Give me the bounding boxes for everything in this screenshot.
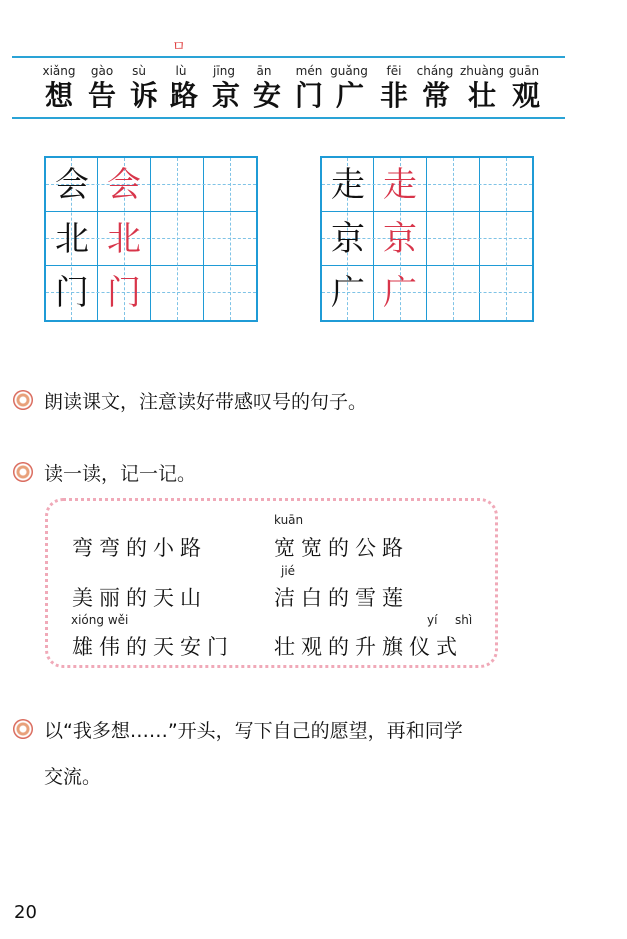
pinyin-4: lù (175, 64, 187, 78)
pinyin-12: guān (508, 64, 540, 78)
exercise-bullet-icon (13, 719, 33, 739)
exercise-bullet-icon (13, 390, 33, 410)
char-2: 告 (87, 79, 117, 112)
phrase-right-2: 洁白的雪莲 (274, 586, 409, 610)
grid1-model-char: 门 (55, 273, 89, 313)
pinyin-10: cháng (416, 64, 454, 78)
exercise-bullet-icon (13, 462, 33, 482)
phrase-left-1: 弯弯的小路 (72, 536, 207, 560)
char-6: 安 (252, 79, 282, 112)
grid1-trace-char: 会 (107, 165, 141, 205)
pinyin-6: ān (256, 64, 272, 78)
char-10: 常 (421, 79, 451, 112)
char-7: 门 (294, 79, 324, 112)
exercise-3-text: 以“我多想……”开头，写下自己的愿望，再和同学 (44, 720, 463, 742)
pinyin-9: fēi (386, 64, 402, 78)
exercise-1-text: 朗读课文，注意读好带感叹号的句子。 (44, 391, 368, 413)
grid1-trace-char: 北 (107, 219, 141, 259)
char-1: 想 (44, 79, 74, 112)
grid1-trace-char: 门 (107, 273, 141, 313)
pinyin-kuan: kuān (274, 513, 304, 527)
char-3: 诉 (129, 79, 159, 112)
grid1-model-char: 北 (55, 219, 89, 259)
writing-grid-1 (44, 156, 258, 322)
grid2-model-char: 广 (331, 273, 365, 313)
header-top-rule (12, 56, 565, 58)
pinyin-shi: shì (455, 613, 473, 627)
phrase-left-2: 美丽的天山 (72, 586, 207, 610)
grid2-trace-char: 京 (383, 219, 417, 259)
char-12: 观 (511, 79, 541, 112)
pinyin-7: mén (295, 64, 323, 78)
header-char-row (12, 79, 565, 113)
char-8: 广 (335, 79, 365, 112)
top-mark: ㅁ (172, 39, 186, 55)
phrase-right-1: 宽宽的公路 (274, 536, 409, 560)
pinyin-5: jīng (213, 64, 235, 78)
pinyin-11: zhuàng (459, 64, 505, 78)
grid1-model-char: 会 (55, 165, 89, 205)
phrase-left-3: 雄伟的天安门 (72, 635, 234, 659)
exercise-3-text-cont: 交流。 (44, 766, 102, 788)
char-5: 京 (211, 79, 241, 112)
pinyin-yi: yí (427, 613, 438, 627)
char-11: 壮 (467, 79, 497, 112)
char-4: 路 (169, 79, 199, 112)
pinyin-8: guǎng (330, 64, 368, 78)
grid2-trace-char: 走 (383, 165, 417, 205)
page-number: 20 (14, 902, 37, 923)
writing-grid-2 (320, 156, 534, 322)
header-pinyin-row (12, 64, 565, 80)
pinyin-2: gào (90, 64, 114, 78)
grid2-trace-char: 广 (383, 273, 417, 313)
phrase-right-3: 壮观的升旗仪式 (274, 635, 463, 659)
pinyin-3: sù (132, 64, 146, 78)
exercise-2-text: 读一读，记一记。 (44, 463, 197, 485)
pinyin-jie: jié (281, 564, 296, 578)
char-9: 非 (379, 79, 409, 112)
grid2-model-char: 走 (331, 165, 365, 205)
header-bottom-rule (12, 117, 565, 119)
pinyin-xiongwei: xióng wěi (71, 613, 129, 627)
grid2-model-char: 京 (331, 219, 365, 259)
pinyin-1: xiǎng (42, 64, 76, 78)
